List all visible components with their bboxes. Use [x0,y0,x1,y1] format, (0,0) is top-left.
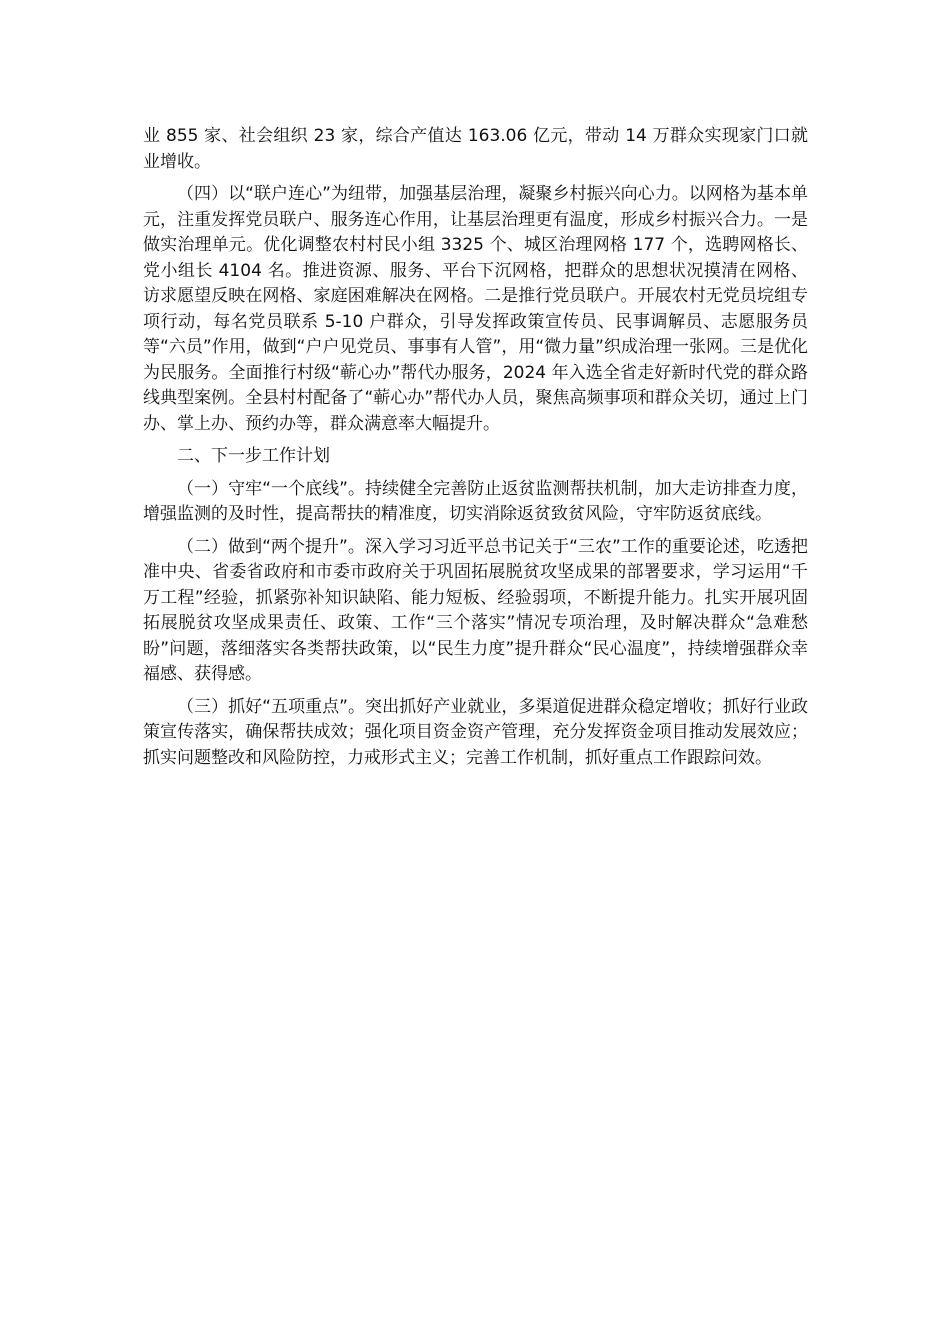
paragraph-plan-one: （一）守牢“一个底线”。持续健全完善防止返贫监测帮扶机制，加大走访排查力度，增强监测的及时性，提高帮扶的精准度，切实消除返贫致贫风险，守牢防返贫底线。 [143,478,808,524]
section-heading-next-steps: 二、下一步工作计划 [177,446,330,466]
document-body [143,124,808,778]
paragraph-plan-three: （三）抓好“五项重点”。突出抓好产业就业，多渠道促进群众稳定增收；抓好行业政策宣传落实，确保帮扶成效；强化项目资金资产管理，充分发挥资金项目推动发展效应；抓实问题整改和风险防控，力戒形式主义；完善工作机制，抓好重点工作跟踪问效。 [143,696,808,768]
paragraph-section-four: （四）以“联户连心”为纽带，加强基层治理，凝聚乡村振兴向心力。以网格为基本单元，注重发挥党员联户、服务连心作用，让基层治理更有温度，形成乡村振兴合力。一是做实治理单元。优化调整农村村民小组 3325 个、城区治理网格 177 个，选聘网格长、党小组长 4104 名。推进资源、服务、平台下沉网格，把群众的思想状况摸清在网格、访求愿望反映在网格、家庭困难解决在网格。二是推行党员联户。开展农村无党员垸组专项行动，每名党员联系 5-10 户群众，引导发挥政策宣传员、民事调解员、志愿服务员等“六员”作用，做到“户户见党员、事事有人管”，用“微力量”织成治理一张网。三是优化为民服务。全面推行村级“蕲心办”帮代办服务，2024 年入选全省走好新时代党的群众路线典型案例。全县村村配备了“蕲心办”帮代办人员，聚焦高频事项和群众关切，通过上门办、掌上办、预约办等，群众满意率大幅提升。 [143,184,808,434]
paragraph-plan-two: （二）做到“两个提升”。深入学习习近平总书记关于“三农”工作的重要论述，吃透把准中央、省委省政府和市委市政府关于巩固拓展脱贫攻坚成果的部署要求，学习运用“千万工程”经验，抓紧弥补知识缺陷、能力短板、经验弱项，不断提升能力。扎实开展巩固拓展脱贫攻坚成果责任、政策、工作“三个落实”情况专项治理，及时解决群众“急难愁盼”问题，落细落实各类帮扶政策，以“民生力度”提升群众“民心温度”，持续增强群众幸福感、获得感。 [143,536,808,684]
paragraph-continuation: 业 855 家、社会组织 23 家，综合产值达 163.06 亿元，带动 14 万群众实现家门口就业增收。 [143,126,808,172]
